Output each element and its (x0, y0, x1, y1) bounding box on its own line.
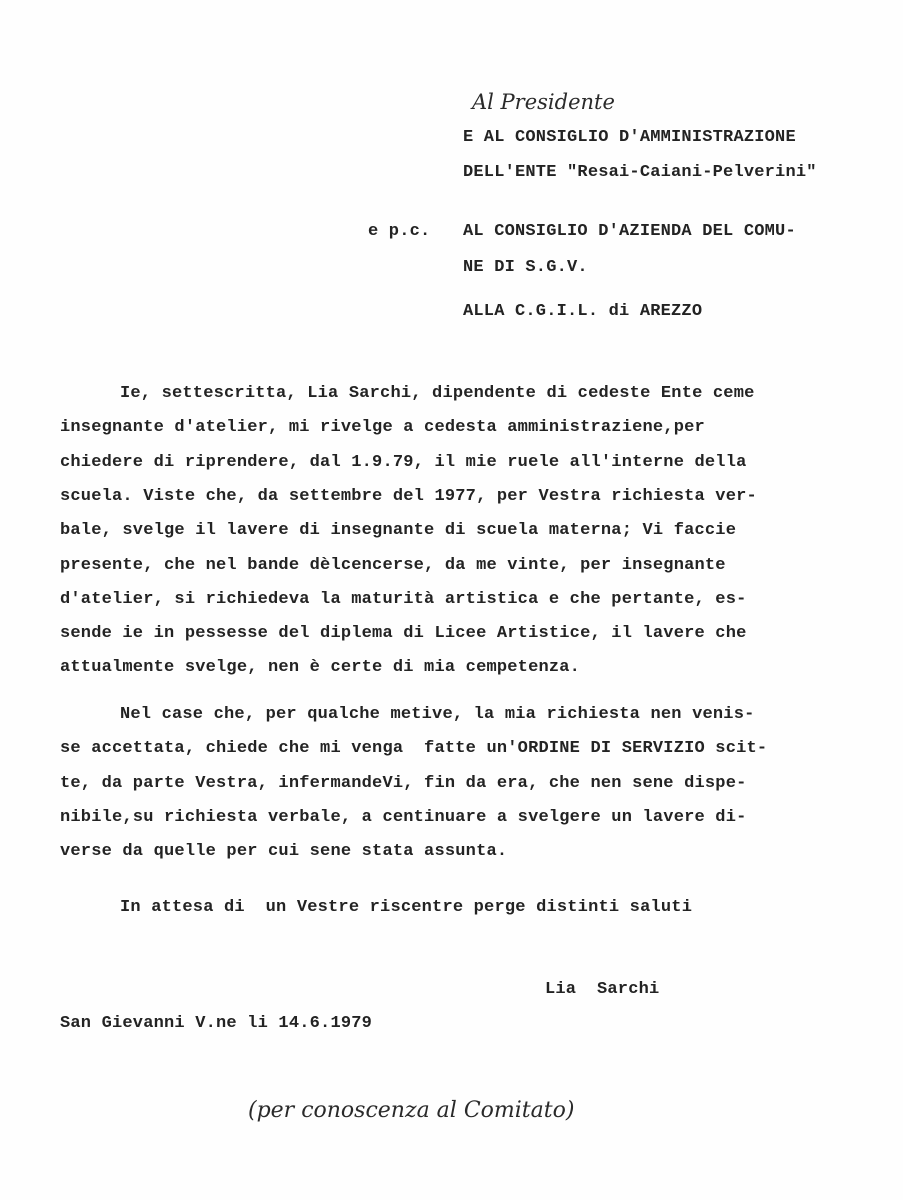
cc-line-2: NE DI S.G.V. (463, 258, 588, 277)
recipient-line-2: DELL'ENTE "Resai-Caiani-Pelverini" (463, 163, 817, 182)
body-line: sende ie in pessesse del diplema di Licee Artistice, il lavere che (60, 624, 747, 643)
cc-line-1: AL CONSIGLIO D'AZIENDA DEL COMU- (463, 222, 796, 241)
place-date: San Gievanni V.ne li 14.6.1979 (60, 1014, 373, 1033)
body-line: bale, svelge il lavere di insegnante di scuela materna; Vi faccie (60, 521, 737, 540)
cc-line-3: ALLA C.G.I.L. di AREZZO (463, 302, 703, 321)
recipient-line-1: E AL CONSIGLIO D'AMMINISTRAZIONE (463, 128, 796, 147)
body-line: Ie, settescritta, Lia Sarchi, dipendente di cedeste Ente ceme (120, 384, 755, 403)
handwritten-note: (per conoscenza al Comitato) (248, 1098, 575, 1123)
body-line: scuela. Viste che, da settembre del 1977, per Vestra richiesta ver- (60, 487, 757, 506)
handwritten-salutation: Al Presidente (472, 90, 615, 114)
body-line: verse da quelle per cui sene stata assunta. (60, 842, 508, 861)
body-line: presente, che nel bande dèlcencerse, da me vinte, per insegnante (60, 556, 726, 575)
body-line: insegnante d'atelier, mi rivelge a cedesta amministraziene,per (60, 418, 705, 437)
body-line: attualmente svelge, nen è certe di mia cempetenza. (60, 658, 581, 677)
signature: Lia Sarchi (545, 980, 660, 999)
closing-line: In attesa di un Vestre riscentre perge distinti saluti (120, 898, 693, 917)
body-line: chiedere di riprendere, dal 1.9.79, il mie ruele all'interne della (60, 453, 747, 472)
body-line: Nel case che, per qualche metive, la mia richiesta nen venis- (120, 705, 755, 724)
cc-label: e p.c. (368, 222, 431, 241)
body-line: te, da parte Vestra, infermandeVi, fin da era, che nen sene dispe- (60, 774, 747, 793)
body-line: nibile,su richiesta verbale, a centinuare a svelgere un lavere di- (60, 808, 747, 827)
body-line: d'atelier, si richiedeva la maturità artistica e che pertante, es- (60, 590, 747, 609)
body-line: se accettata, chiede che mi venga fatte un'ORDINE DI SERVIZIO scit- (60, 739, 768, 758)
